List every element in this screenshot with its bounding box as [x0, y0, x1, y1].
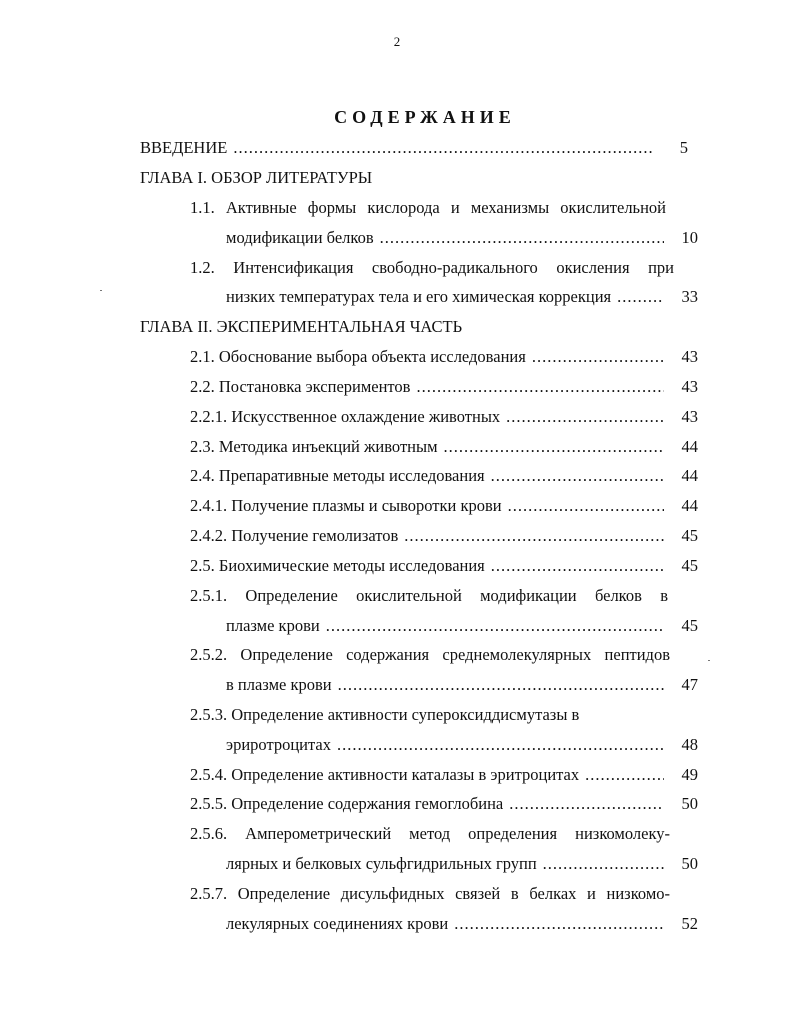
page-number: 2 [393, 34, 401, 49]
toc-entry-page: 52 [681, 914, 698, 933]
toc-entry-title: модификации белков [226, 228, 374, 247]
toc-entry-2-5-7 [226, 912, 698, 936]
toc-entry-2-3 [190, 435, 698, 459]
toc-leader-dots [416, 375, 664, 399]
toc-entry-page: 47 [681, 675, 698, 694]
toc-entry-page: 44 [681, 466, 698, 485]
toc-leader-dots [326, 614, 664, 638]
toc-entry-title: лярных и белковых сульфгидрильных групп [226, 854, 537, 873]
toc-entry-2-5-1-line1: 2.5.1. Определение окислительной модификации белков в [190, 586, 668, 605]
toc-entry-title: 2.1. Обоснование выбора объекта исследования [190, 347, 526, 366]
toc-entry-2-5 [190, 554, 698, 578]
scan-speck [100, 290, 102, 291]
toc-entry-2-5-2-line1: 2.5.2. Определение содержания среднемолекулярных пептидов [190, 645, 670, 664]
toc-entry-2-2-1 [190, 405, 698, 429]
toc-leader-dots [532, 345, 664, 369]
toc-entry-2-5-3 [226, 733, 698, 757]
toc-entry-1-2 [226, 285, 698, 309]
toc-leader-dots [491, 464, 664, 488]
toc-leader-dots [444, 435, 664, 459]
toc-entry-title: 2.3. Методика инъекций животным [190, 437, 438, 456]
toc-entry-page: 43 [681, 377, 698, 396]
toc-leader-dots [617, 285, 664, 309]
toc-entry-2-4 [190, 464, 698, 488]
toc-entry-title: 2.5.4. Определение активности каталазы в эритроцитах [190, 765, 580, 784]
toc-entry-2-5-6-line1: 2.5.6. Амперометрический метод определения низкомолеку- [190, 824, 670, 843]
toc-entry-title: 2.5.5. Определение содержания гемоглобина [190, 794, 504, 813]
toc-entry-2-5-6 [226, 852, 698, 876]
toc-entry-2-5-4 [190, 763, 698, 787]
page-title: СОДЕРЖАНИЕ [334, 107, 516, 127]
toc-entry-title: 2.2.1. Искусственное охлаждение животных [190, 407, 501, 426]
toc-entry-1-2-line1: 1.2. Интенсификация свободно-радикального окисления при [190, 258, 674, 277]
toc-leader-dots [404, 524, 664, 548]
toc-entry-page: 43 [681, 407, 698, 426]
toc-entry-page: 33 [681, 287, 698, 306]
toc-leader-dots [454, 912, 664, 936]
toc-entry-2-5-2 [226, 673, 698, 697]
toc-entry-page: 50 [681, 794, 698, 813]
toc-chapter-2: ГЛАВА II. ЭКСПЕРИМЕНТАЛЬНАЯ ЧАСТЬ [140, 317, 463, 336]
toc-entry-page: 43 [681, 347, 698, 366]
toc-entry-2-4-2 [190, 524, 698, 548]
toc-entry-2-1 [190, 345, 698, 369]
toc-leader-dots [380, 226, 664, 250]
toc-entry-page: 44 [681, 437, 698, 456]
toc-entry-title: 2.4.2. Получение гемолизатов [190, 526, 399, 545]
toc-entry-2-5-1 [226, 614, 698, 638]
toc-entry-page: 5 [679, 138, 688, 157]
toc-entry-1-1-line1: 1.1. Активные формы кислорода и механизмы окислительной [190, 198, 666, 217]
toc-leader-dots [543, 852, 664, 876]
toc-entry-2-4-1 [190, 494, 698, 518]
toc-entry-2-5-7-line1: 2.5.7. Определение дисульфидных связей в белках и низкомо- [190, 884, 670, 903]
toc-entry-title: эриротроцитах [226, 735, 332, 754]
toc-leader-dots [233, 136, 654, 160]
toc-entry-intro [140, 136, 688, 160]
toc-entry-title: 2.2. Постановка экспериментов [190, 377, 411, 396]
toc-entry-2-5-5 [190, 792, 698, 816]
toc-entry-1-1 [226, 226, 698, 250]
toc-entry-page: 50 [681, 854, 698, 873]
toc-chapter-1: ГЛАВА I. ОБЗОР ЛИТЕРАТУРЫ [140, 168, 373, 187]
toc-leader-dots [508, 494, 664, 518]
toc-entry-page: 45 [681, 616, 698, 635]
toc-entry-title: лекулярных соединениях крови [226, 914, 449, 933]
toc-entry-2-5-3-line1: 2.5.3. Определение активности супероксиддисмутазы в [190, 705, 580, 724]
toc-entry-2-2 [190, 375, 698, 399]
toc-entry-page: 10 [681, 228, 698, 247]
scan-speck [708, 660, 710, 661]
toc-entry-page: 45 [681, 556, 698, 575]
toc-leader-dots [337, 733, 664, 757]
toc-entry-title: низких температурах тела и его химическая коррекция [226, 287, 612, 306]
toc-entry-page: 45 [681, 526, 698, 545]
toc-entry-title: 2.4.1. Получение плазмы и сыворотки крови [190, 496, 502, 515]
toc-entry-title: 2.4. Препаративные методы исследования [190, 466, 485, 485]
toc-leader-dots [491, 554, 664, 578]
toc-leader-dots [509, 792, 664, 816]
toc-leader-dots [506, 405, 664, 429]
toc-entry-title: плазме крови [226, 616, 320, 635]
toc-leader-dots [338, 673, 664, 697]
toc-entry-page: 44 [681, 496, 698, 515]
toc-entry-title: в плазме крови [226, 675, 332, 694]
toc-entry-page: 48 [681, 735, 698, 754]
toc-entry-title: ВВЕДЕНИЕ [140, 138, 228, 157]
toc-entry-page: 49 [681, 765, 698, 784]
toc-entry-title: 2.5. Биохимические методы исследования [190, 556, 485, 575]
toc-leader-dots [585, 763, 664, 787]
